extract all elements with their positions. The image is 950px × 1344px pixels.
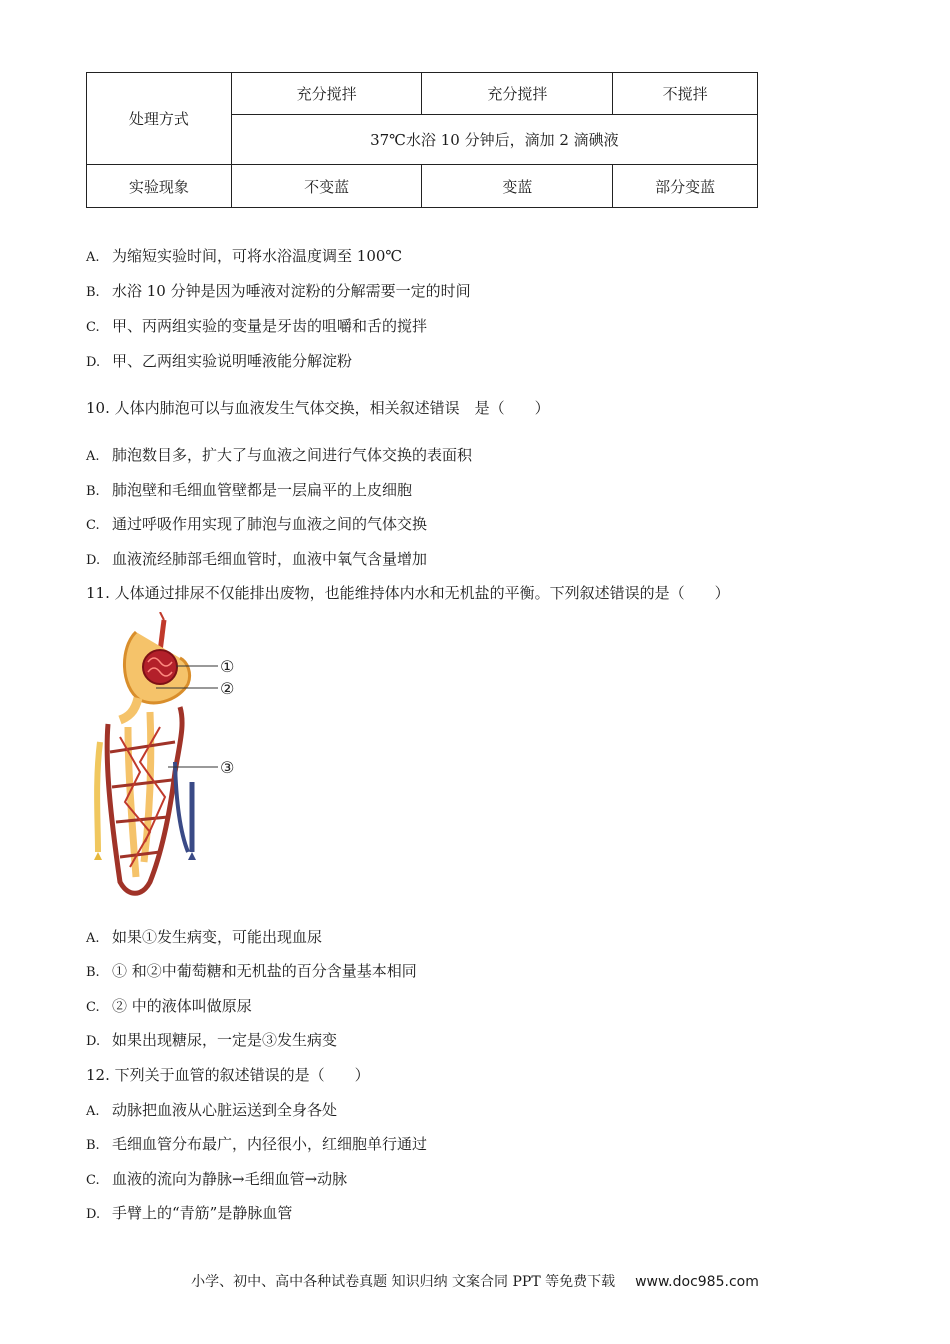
q11-stem: 11. 人体通过排尿不仅能排出废物，也能维持体内水和无机盐的平衡。下列叙述错误的是（ ） bbox=[86, 584, 730, 602]
table-cell: 部分变蓝 bbox=[613, 165, 758, 208]
nephron-diagram bbox=[80, 612, 250, 902]
table-cell: 充分搅拌 bbox=[422, 73, 613, 115]
table-header-treatment: 处理方式 bbox=[87, 73, 232, 165]
page-footer bbox=[0, 1271, 950, 1291]
q10-option-b: B. 肺泡壁和毛细血管壁都是一层扁平的上皮细胞 bbox=[86, 481, 413, 499]
table-cell: 不变蓝 bbox=[231, 165, 422, 208]
table-cell: 不搅拌 bbox=[613, 73, 758, 115]
footer-text: 小学、初中、高中各种试卷真题 知识归纳 文案合同 PPT 等免费下载 bbox=[191, 1274, 616, 1290]
q12-option-a: A. 动脉把血液从心脏运送到全身各处 bbox=[86, 1101, 338, 1119]
table-header-phenomenon: 实验现象 bbox=[87, 165, 232, 208]
q12-option-d: D. 手臂上的“青筋”是静脉血管 bbox=[86, 1204, 293, 1222]
table-cell: 充分搅拌 bbox=[231, 73, 422, 115]
q11-option-c: C. ② 中的液体叫做原尿 bbox=[86, 997, 252, 1015]
q11-option-d: D. 如果出现糖尿，一定是③发生病变 bbox=[86, 1031, 338, 1049]
label-1: ① bbox=[220, 657, 235, 676]
q10-option-c: C. 通过呼吸作用实现了肺泡与血液之间的气体交换 bbox=[86, 515, 428, 533]
experiment-table bbox=[86, 72, 758, 208]
q9-option-d: D. 甲、乙两组实验说明唾液能分解淀粉 bbox=[86, 352, 353, 370]
table-cell: 变蓝 bbox=[422, 165, 613, 208]
q10-stem: 10. 人体内肺泡可以与血液发生气体交换，相关叙述错误 是（ ） bbox=[86, 399, 550, 417]
q12-stem: 12. 下列关于血管的叙述错误的是（ ） bbox=[86, 1066, 370, 1084]
label-3: ③ bbox=[220, 758, 235, 777]
q10-option-d: D. 血液流经肺部毛细血管时，血液中氧气含量增加 bbox=[86, 550, 428, 568]
q9-option-b: B. 水浴 10 分钟是因为唾液对淀粉的分解需要一定的时间 bbox=[86, 282, 471, 300]
label-2: ② bbox=[220, 679, 235, 698]
q11-option-b: B. ① 和②中葡萄糖和无机盐的百分含量基本相同 bbox=[86, 962, 417, 980]
q12-option-c: C. 血液的流向为静脉→毛细血管→动脉 bbox=[86, 1170, 348, 1188]
q11-option-a: A. 如果①发生病变，可能出现血尿 bbox=[86, 928, 323, 946]
q10-option-a: A. 肺泡数目多，扩大了与血液之间进行气体交换的表面积 bbox=[86, 446, 473, 464]
q12-option-b: B. 毛细血管分布最广，内径很小，红细胞单行通过 bbox=[86, 1135, 428, 1153]
footer-site[interactable]: www.doc985.com bbox=[635, 1274, 759, 1290]
q9-option-c: C. 甲、丙两组实验的变量是牙齿的咀嚼和舌的搅拌 bbox=[86, 317, 428, 335]
table-cell-span: 37℃水浴 10 分钟后，滴加 2 滴碘液 bbox=[231, 115, 757, 165]
q9-option-a: A. 为缩短实验时间，可将水浴温度调至 100℃ bbox=[86, 247, 403, 265]
